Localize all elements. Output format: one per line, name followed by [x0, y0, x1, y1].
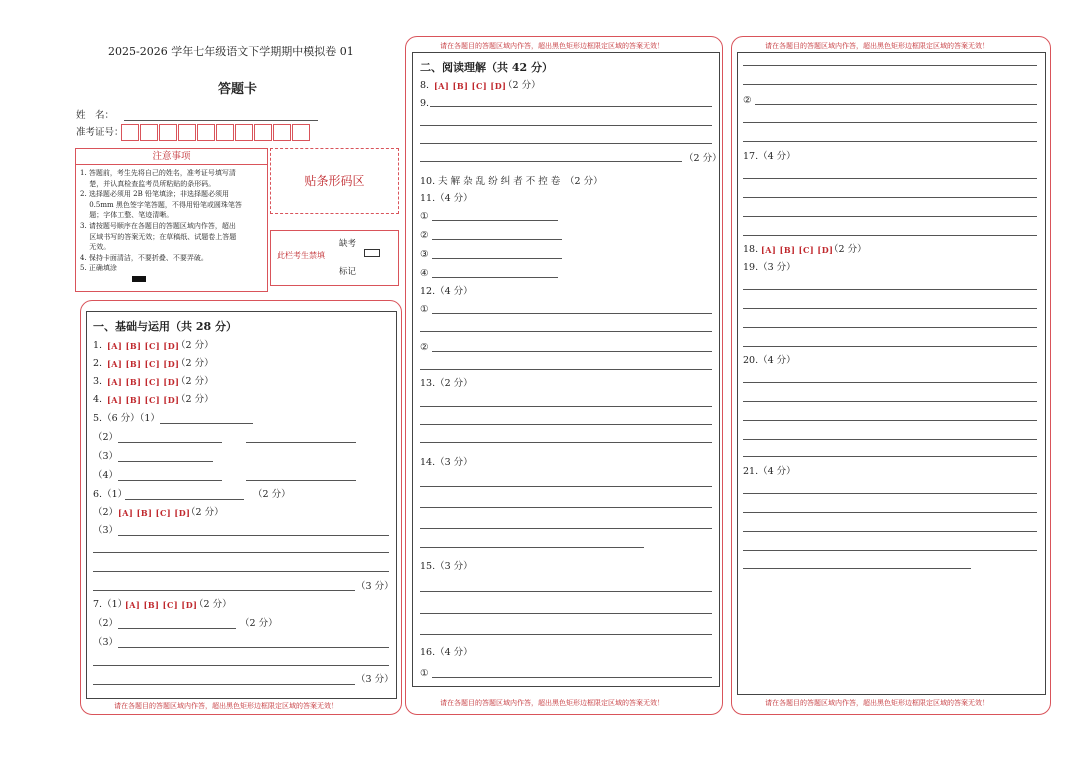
q16-label: 16.（4 分） [420, 647, 473, 658]
q1-points: （2 分） [176, 340, 214, 351]
id-digit-box[interactable] [235, 124, 253, 141]
s3-c2: ② [743, 95, 752, 106]
q11-c1: ① [420, 211, 429, 222]
notice-item: 2. 选择题必须用 2B 铅笔填涂；非选择题必须用 [80, 190, 229, 199]
notice-item: 1. 答题前，考生先将自己的姓名，准考证号填写清 [80, 169, 236, 177]
q14-line-3[interactable] [420, 528, 712, 529]
q13-line-2[interactable] [420, 424, 712, 425]
q7-2-points: （2 分） [240, 618, 278, 629]
q6-2-options[interactable]: [A] [B] [C] [D] [118, 508, 191, 518]
q7-3-label: （3） [93, 637, 119, 648]
q6-1-line[interactable] [125, 499, 244, 500]
fill-sample [132, 276, 146, 282]
id-number-boxes[interactable] [121, 124, 311, 141]
q7-1-points: （2 分） [194, 599, 232, 610]
q14-line-2[interactable] [420, 507, 712, 508]
q5-1-line[interactable] [160, 423, 253, 424]
q5-2-line-b[interactable] [246, 442, 356, 443]
id-digit-box[interactable] [159, 124, 177, 141]
q18-options[interactable]: [A] [B] [C] [D] [761, 245, 834, 255]
notice-item: 0.5mm 黑色签字笔答题，不得用铅笔或圆珠笔答 [80, 200, 242, 209]
q9-line-2[interactable] [420, 143, 712, 144]
q5-4-label: （4） [93, 470, 119, 481]
warning-bottom-3: 请在各题目的答题区域内作答，超出黑色矩形边框限定区域的答案无效！ [765, 699, 989, 707]
q18-points: （2 分） [829, 244, 867, 255]
q5-4-line-a[interactable] [118, 480, 222, 481]
q5-2-label: （2） [93, 432, 119, 443]
q9-points: （2 分） [684, 153, 722, 164]
q5-3-line[interactable] [118, 461, 213, 462]
q6-label: 6.（1） [93, 489, 128, 500]
q12-line-3[interactable] [432, 351, 712, 352]
q2-points: （2 分） [176, 358, 214, 369]
section2-title: 二、阅读理解（共 42 分） [420, 61, 553, 74]
q7-1-options[interactable]: [A] [B] [C] [D] [125, 600, 198, 610]
s3-line-a4[interactable] [743, 122, 1037, 123]
q18-label: 18. [743, 244, 759, 255]
q20-line-1[interactable] [743, 382, 1037, 383]
q21-line-1[interactable] [743, 493, 1037, 494]
q20-line-5[interactable] [743, 456, 1037, 457]
q19-line-1[interactable] [743, 289, 1037, 290]
warning-bottom-1: 请在各题目的答题区域内作答，超出黑色矩形边框限定区域的答案无效！ [114, 702, 338, 710]
section3-box [737, 52, 1046, 695]
s3-line-a3[interactable] [755, 104, 1037, 105]
q3-options[interactable]: [A] [B] [C] [D] [107, 377, 180, 387]
q12-label: 12.（4 分） [420, 286, 473, 297]
q9-line-3[interactable] [420, 161, 682, 162]
absent-label: 缺考 [339, 239, 357, 249]
q11-line-2[interactable] [432, 239, 562, 240]
absent-box [270, 230, 399, 286]
notice-item: 楚，并认真检查监考员所粘贴的条形码。 [80, 179, 216, 188]
notice-item: 区域书写的答案无效；在草稿纸、试题卷上答题 [80, 232, 237, 241]
q15-label: 15.（3 分） [420, 561, 473, 572]
q2-label: 2. [93, 358, 103, 369]
q7-3-line-1[interactable] [93, 665, 389, 666]
id-digit-box[interactable] [273, 124, 291, 141]
warning-top-2: 请在各题目的答题区域内作答，超出黑色矩形边框限定区域的答案无效！ [440, 42, 664, 50]
q6-3-line-1[interactable] [93, 552, 389, 553]
exam-title: 2025-2026 学年七年级语文下学期期中模拟卷 01 [108, 45, 354, 58]
q6-3-points: （3 分） [356, 581, 394, 592]
q6-1-points: （2 分） [253, 489, 291, 500]
q16-c1: ① [420, 668, 429, 679]
notice-list [76, 165, 267, 274]
q7-3-points: （3 分） [356, 674, 394, 685]
notice-item: 5. 正确填涂 [80, 264, 117, 273]
id-digit-box[interactable] [121, 124, 139, 141]
id-digit-box[interactable] [197, 124, 215, 141]
notice-item: 3. 请按题号顺序在各题目的答题区域内作答，超出 [80, 221, 236, 230]
q6-3-line-2[interactable] [93, 571, 389, 572]
q7-label: 7.（1） [93, 599, 128, 610]
q1-label: 1. [93, 340, 103, 351]
q17-line-4[interactable] [743, 235, 1037, 236]
q8-options[interactable]: [A] [B] [C] [D] [434, 81, 507, 91]
q7-2-label: （2） [93, 618, 119, 629]
warning-top-3: 请在各题目的答题区域内作答，超出黑色矩形边框限定区域的答案无效！ [765, 42, 989, 50]
q17-line-2[interactable] [743, 197, 1037, 198]
notice-box [75, 148, 268, 292]
q15-line-2[interactable] [420, 613, 712, 614]
notice-item: 4. 保持卡面清洁，不要折叠、不要弄破。 [80, 253, 208, 262]
q21-line-2[interactable] [743, 512, 1037, 513]
q6-2-points: （2 分） [186, 507, 224, 518]
q20-line-4[interactable] [743, 439, 1037, 440]
q6-3-line-0[interactable] [118, 535, 389, 536]
q21-line-4[interactable] [743, 550, 1037, 551]
q9-label: 9. [420, 98, 430, 109]
q6-2-label: （2） [93, 507, 119, 518]
q17-line-3[interactable] [743, 216, 1037, 217]
id-label: 准考证号： [76, 127, 124, 138]
q12-line-1[interactable] [432, 313, 712, 314]
q8-label: 8. [420, 80, 430, 91]
q5-2-line-a[interactable] [118, 442, 222, 443]
id-digit-box[interactable] [216, 124, 234, 141]
id-digit-box[interactable] [292, 124, 310, 141]
q1-options[interactable]: [A] [B] [C] [D] [107, 341, 180, 351]
notice-title: 注意事项 [76, 149, 267, 165]
q7-3-line-0[interactable] [118, 647, 389, 648]
barcode-area [270, 148, 399, 214]
q9-line-0[interactable] [430, 106, 712, 107]
q6-3-label: （3） [93, 525, 119, 536]
q10-label: 10. 夫 解 杂 乱 纷 纠 者 不 控 卷 （2 分） [420, 176, 603, 187]
q11-label: 11.（4 分） [420, 193, 473, 204]
q12-c2: ② [420, 342, 429, 353]
notice-item: 题；字体工整、笔迹清晰。 [80, 211, 174, 220]
q14-line-4[interactable] [420, 547, 644, 548]
q11-c2: ② [420, 230, 429, 241]
q19-line-2[interactable] [743, 308, 1037, 309]
id-digit-box[interactable] [140, 124, 158, 141]
warning-bottom-2: 请在各题目的答题区域内作答，超出黑色矩形边框限定区域的答案无效！ [440, 699, 664, 707]
q5-4-line-b[interactable] [246, 480, 356, 481]
q6-3-line-3[interactable] [93, 590, 355, 591]
notice-item: 无效。 [80, 243, 111, 252]
q5-3-label: （3） [93, 451, 119, 462]
q2-options[interactable]: [A] [B] [C] [D] [107, 359, 180, 369]
barcode-label: 贴条形码区 [304, 174, 365, 188]
q17-label: 17.（4 分） [743, 151, 796, 162]
section1-title: 一、基础与运用（共 28 分） [93, 320, 237, 333]
q13-line-1[interactable] [420, 406, 712, 407]
q15-line-3[interactable] [420, 634, 712, 635]
q15-line-1[interactable] [420, 591, 712, 592]
q11-line-3[interactable] [432, 258, 562, 259]
absent-forbid: 此栏考生禁填 [277, 251, 325, 260]
q20-line-2[interactable] [743, 401, 1037, 402]
q11-c4: ④ [420, 268, 429, 279]
q19-line-4[interactable] [743, 346, 1037, 347]
s3-line-a5[interactable] [743, 141, 1037, 142]
q19-line-3[interactable] [743, 327, 1037, 328]
s3-line-a1[interactable] [743, 65, 1037, 66]
q12-c1: ① [420, 304, 429, 315]
card-title: 答题卡 [218, 82, 258, 97]
q20-label: 20.（4 分） [743, 355, 796, 366]
q5-label: 5.（6 分）（1） [93, 413, 160, 424]
q21-label: 21.（4 分） [743, 466, 796, 477]
q3-points: （2 分） [176, 376, 214, 387]
q12-line-2[interactable] [420, 331, 712, 332]
name-label: 姓 名： [76, 110, 115, 121]
q14-line-1[interactable] [420, 486, 712, 487]
q21-line-5[interactable] [743, 568, 971, 569]
q12-line-4[interactable] [420, 369, 712, 370]
s3-line-a2[interactable] [743, 84, 1037, 85]
q9-line-1[interactable] [420, 125, 712, 126]
absent-mark-label: 标记 [339, 267, 357, 277]
q13-label: 13.（2 分） [420, 378, 473, 389]
q7-3-line-2[interactable] [93, 684, 355, 685]
q11-c3: ③ [420, 249, 429, 260]
q8-points: （2 分） [503, 80, 541, 91]
id-digit-box[interactable] [254, 124, 272, 141]
q21-line-3[interactable] [743, 531, 1037, 532]
q14-label: 14.（3 分） [420, 457, 473, 468]
name-field[interactable] [124, 120, 318, 121]
q3-label: 3. [93, 376, 103, 387]
q4-options[interactable]: [A] [B] [C] [D] [107, 395, 180, 405]
absent-mark-box[interactable] [364, 249, 380, 257]
id-digit-box[interactable] [178, 124, 196, 141]
q20-line-3[interactable] [743, 420, 1037, 421]
q13-line-3[interactable] [420, 442, 712, 443]
q17-line-1[interactable] [743, 178, 1037, 179]
q4-label: 4. [93, 394, 103, 405]
q19-label: 19.（3 分） [743, 262, 796, 273]
q11-line-1[interactable] [432, 220, 558, 221]
q16-line-1[interactable] [432, 677, 712, 678]
q11-line-4[interactable] [432, 277, 558, 278]
q4-points: （2 分） [176, 394, 214, 405]
q7-2-line[interactable] [118, 628, 236, 629]
